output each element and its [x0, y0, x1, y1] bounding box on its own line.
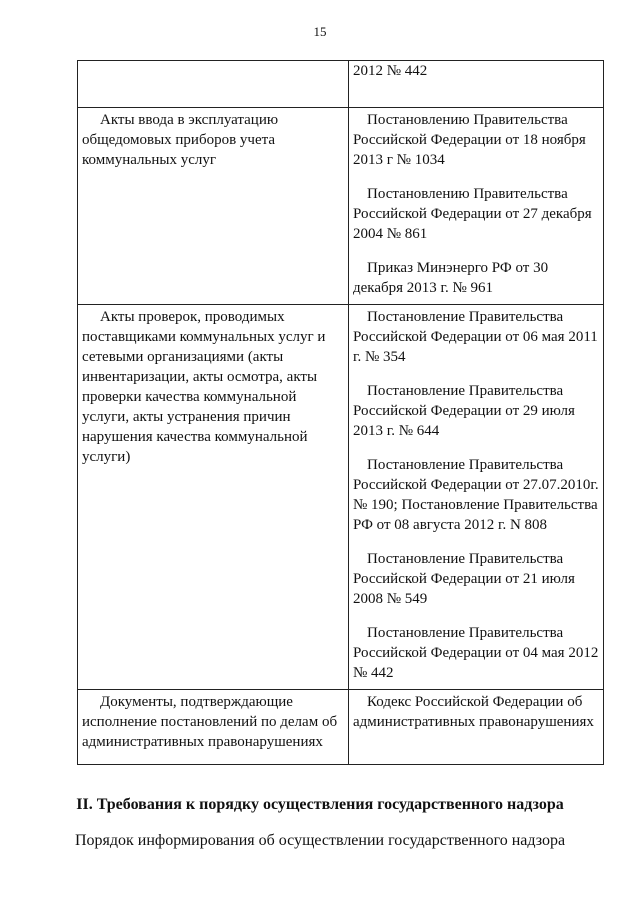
table-cell-basis	[349, 690, 604, 765]
legal-basis: Кодекс Российской Федерации об административных правонарушениях	[353, 694, 594, 730]
section-subheading: Порядок информирования об осуществлении государственного надзора	[74, 832, 566, 849]
page-number: 15	[313, 24, 327, 39]
table-cell-document	[78, 690, 349, 765]
table-cell-basis	[349, 108, 604, 305]
table-cell-basis	[349, 61, 604, 108]
legal-basis: Постановление Правительства Российской Федерации от 04 мая 2012 № 442	[353, 625, 599, 681]
legal-basis: Постановление Правительства Российской Федерации от 21 июля 2008 № 549	[353, 551, 575, 607]
document-name: Акты ввода в эксплуатацию общедомовых приборов учета коммунальных услуг	[82, 112, 279, 168]
documents-table	[77, 60, 604, 765]
table-cell-document	[78, 108, 349, 305]
table-cell-document	[78, 61, 349, 108]
document-name: Документы, подтверждающие исполнение постановлений по делам об административных правонарушениях	[82, 694, 338, 750]
legal-basis: Приказ Минэнерго РФ от 30 декабря 2013 г. № 961	[353, 260, 549, 296]
section-heading: II. Требования к порядку осуществления государственного надзора	[76, 796, 564, 813]
table-row	[78, 690, 604, 765]
table-row	[78, 61, 604, 108]
legal-basis: Постановление Правительства Российской Федерации от 27.07.2010г. № 190; Постановление Правительства РФ от 08 августа 2012 г. N 808	[353, 457, 599, 533]
legal-basis: Постановление Правительства Российской Федерации от 29 июля 2013 г. № 644	[353, 383, 575, 439]
table-row	[78, 108, 604, 305]
table-cell-document	[78, 305, 349, 690]
table-cell-basis	[349, 305, 604, 690]
legal-basis: Постановлению Правительства Российской Федерации от 27 декабря 2004 № 861	[353, 186, 592, 242]
legal-basis: Постановлению Правительства Российской Федерации от 18 ноября 2013 г № 1034	[353, 112, 586, 168]
legal-basis: Постановление Правительства Российской Федерации от 06 мая 2011 г. № 354	[353, 309, 598, 365]
table-row	[78, 305, 604, 690]
legal-basis: 2012 № 442	[353, 63, 428, 79]
document-name: Акты проверок, проводимых поставщиками коммунальных услуг и сетевыми организациями (акты инвентаризации, акты осмотра, акты проверки качества коммунальной услуги, акты устранения причин нарушения качества коммунальной услуги)	[82, 309, 326, 465]
